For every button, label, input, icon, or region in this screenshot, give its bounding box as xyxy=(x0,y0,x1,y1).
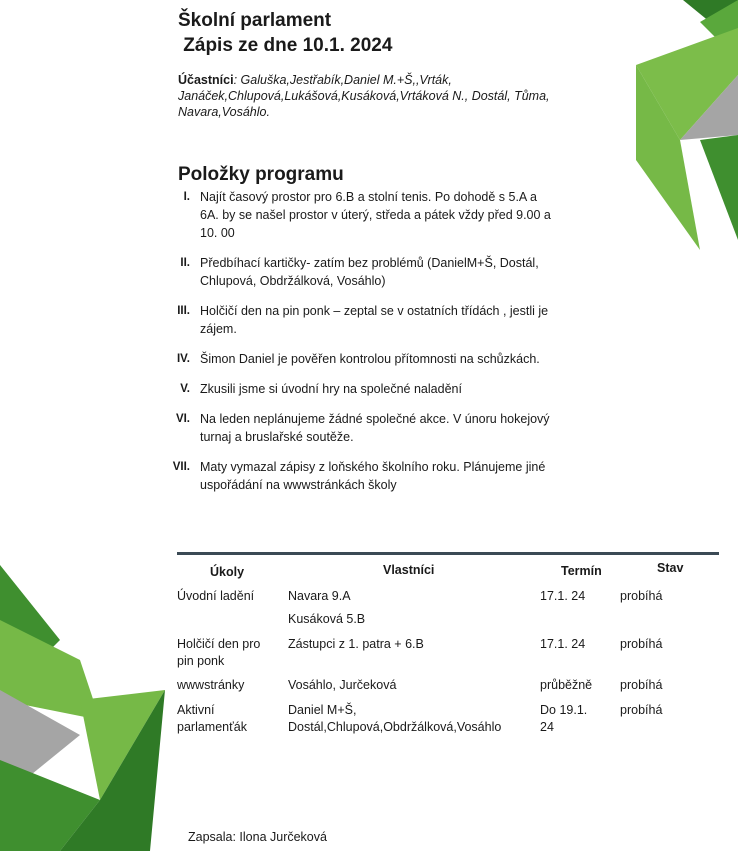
top-right-decoration xyxy=(636,0,738,250)
deadline-cell: 17.1. 24 xyxy=(540,589,586,603)
header-owners: Vlastníci xyxy=(383,563,435,577)
agenda-list xyxy=(160,188,555,506)
title-line-1: Školní parlament xyxy=(178,10,332,31)
agenda-text: Najít časový prostor pro 6.B a stolní tenis. Po dohodě s 5.A a 6A. by se našel prostor v úterý, středa a pátek vždy před 9.00 a 10. 00 xyxy=(200,190,551,240)
task-cell: Úvodní ladění xyxy=(177,589,255,603)
agenda-item xyxy=(160,350,555,368)
deadline-cell: průběžně xyxy=(540,678,593,692)
deadline-cell: 17.1. 24 xyxy=(540,637,586,651)
agenda-text: Maty vymazal zápisy z loňského školního roku. Plánujeme jiné uspořádání na wwwstránkách školy xyxy=(200,460,546,492)
agenda-text: Zkusili jsme si úvodní hry na společné naladění xyxy=(200,382,462,396)
task-cell: Holčičí den pro pin ponk xyxy=(177,637,261,668)
agenda-item xyxy=(160,410,555,446)
agenda-text: Holčičí den na pin ponk – zeptal se v ostatních třídách , jestli je zájem. xyxy=(200,304,549,336)
participants xyxy=(178,72,558,120)
bottom-left-decoration xyxy=(0,565,165,851)
owner-cell: Daniel M+Š, xyxy=(288,703,357,717)
task-cell: wwwstránky xyxy=(177,678,245,692)
owner-cell: Zástupci z 1. patra + 6.B xyxy=(288,637,424,651)
agenda-number: V. xyxy=(180,383,190,395)
document-title xyxy=(178,8,392,58)
status-cell: probíhá xyxy=(620,637,663,651)
agenda-number: VI. xyxy=(175,413,190,425)
recorded-by: Zapsala: Ilona Jurčeková xyxy=(188,830,327,844)
deadline-cell: Do 19.1. 24 xyxy=(540,703,588,734)
agenda-number: II. xyxy=(180,257,190,269)
agenda-item xyxy=(160,380,555,398)
status-cell: probíhá xyxy=(620,678,663,692)
title-line-2: Zápis ze dne 10.1. 2024 xyxy=(178,35,393,56)
owner-cell: Kusáková 5.B xyxy=(288,612,366,626)
header-status: Stav xyxy=(657,561,684,575)
agenda-item xyxy=(160,458,555,494)
owner-cell: Dostál,Chlupová,Obdržálková,Vosáhlo xyxy=(288,720,502,734)
agenda-text: Předbíhací kartičky- zatím bez problémů (DanielM+Š, Dostál, Chlupová, Obdržálková, Vosáhlo) xyxy=(200,256,539,288)
header-deadline: Termín xyxy=(561,564,602,578)
agenda-number: VII. xyxy=(172,461,190,473)
header-tasks: Úkoly xyxy=(210,565,245,579)
agenda-number: I. xyxy=(183,191,190,203)
agenda-text: Na leden neplánujeme žádné společné akce. V únoru hokejový turnaj a bruslařské soutěže. xyxy=(200,412,550,444)
tasks-table xyxy=(177,552,719,734)
agenda-text: Šimon Daniel je pověřen kontrolou přítomnosti na schůzkách. xyxy=(200,352,540,366)
task-cell: Aktivní parlamenťák xyxy=(177,703,248,734)
owner-cell: Vosáhlo, Jurčeková xyxy=(288,678,397,692)
participants-list: : Galuška,Jestřabík,Daniel M.+Š,,Vrták, Janáček,Chlupová,Lukášová,Kusáková,Vrtáková N., Dostál, Tůma, Navara,Vosáhlo. xyxy=(178,73,550,119)
agenda-item xyxy=(160,302,555,338)
program-heading: Položky programu xyxy=(178,164,344,185)
agenda-item xyxy=(160,188,555,242)
agenda-item xyxy=(160,254,555,290)
participants-label: Účastníci xyxy=(178,73,234,87)
status-cell: probíhá xyxy=(620,703,663,717)
agenda-number: III. xyxy=(177,305,190,317)
status-cell: probíhá xyxy=(620,589,663,603)
owner-cell: Navara 9.A xyxy=(288,589,351,603)
agenda-number: IV. xyxy=(176,353,190,365)
